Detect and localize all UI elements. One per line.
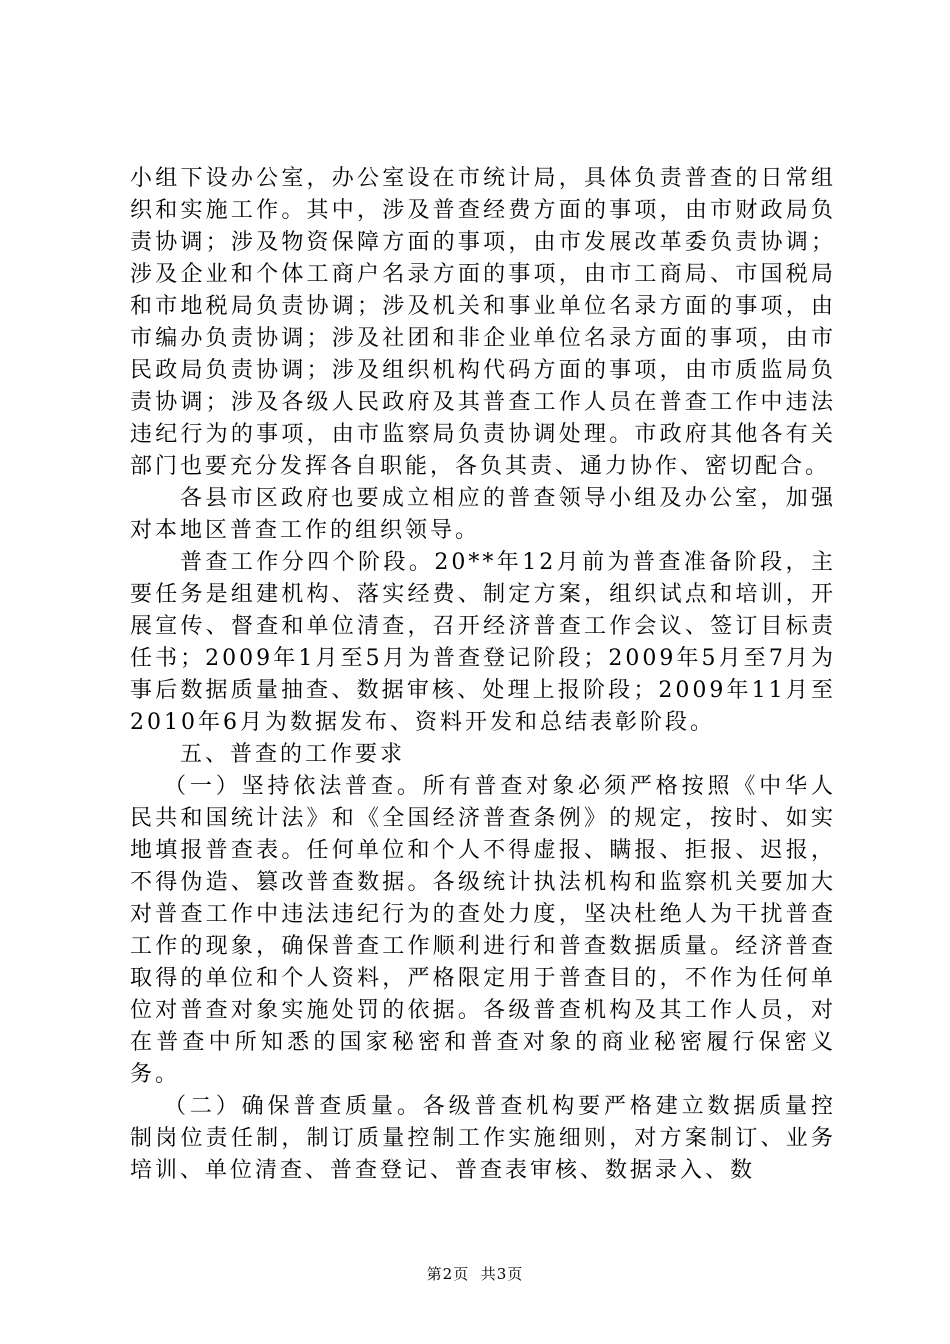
page-number: 第2页 [426,1265,470,1283]
page-total: 共3页 [480,1265,524,1283]
section-heading-work-requirements: 五、普查的工作要求 [180,742,406,767]
paragraph-census-quality: （二）确保普查质量。各级普查机构要严格建立数据质量控制岗位责任制，制订质量控制工作实施细则，对方案制订、业务培训、单位清查、普查登记、普查表审核、数据录入、数 [130,1094,836,1183]
paragraph-stages: 普查工作分四个阶段。20**年12月前为普查准备阶段，主要任务是组建机构、落实经费、制定方案，组织试点和培训，开展宣传、督查和单位清查，召开经济普查工作会议、签订目标责任书；2009年1月至5月为普查登记阶段；2009年5月至7月为事后数据质量抽查、数据审核、处理上报阶段；2009年11月至2010年6月为数据发布、资料开发和总结表彰阶段。 [130,550,836,735]
paragraph-coordination: 小组下设办公室，办公室设在市统计局，具体负责普查的日常组织和实施工作。其中，涉及普查经费方面的事项，由市财政局负责协调；涉及物资保障方面的事项，由市发展改革委负责协调；涉及企业和个体工商户名录方面的事项，由市工商局、市国税局和市地税局负责协调；涉及机关和事业单位名录方面的事项，由市编办负责协调；涉及社团和非企业单位名录方面的事项，由市民政局负责协调；涉及组织机构代码方面的事项，由市质监局负责协调；涉及各级人民政府及其普查工作人员在普查工作中违法违纪行为的事项，由市监察局负责协调处理。市政府其他各有关部门也要充分发挥各自职能，各负其责、通力协作、密切配合。 [130,166,836,479]
page-footer [0,1263,950,1284]
body-text [130,163,836,1187]
paragraph-county-leadership: 各县市区政府也要成立相应的普查领导小组及办公室，加强对本地区普查工作的组织领导。 [130,486,836,543]
paragraph-lawful-census: （一）坚持依法普查。所有普查对象必须严格按照《中华人民共和国统计法》和《全国经济普查条例》的规定，按时、如实地填报普查表。任何单位和个人不得虚报、瞒报、拒报、迟报，不得伪造、篡改普查数据。各级统计执法机构和监察机关要加大对普查工作中违法违纪行为的查处力度，坚决杜绝人为干扰普查工作的现象，确保普查工作顺利进行和普查数据质量。经济普查取得的单位和个人资料，严格限定用于普查目的，不作为任何单位对普查对象实施处罚的依据。各级普查机构及其工作人员，对在普查中所知悉的国家秘密和普查对象的商业秘密履行保密义务。 [130,774,836,1087]
